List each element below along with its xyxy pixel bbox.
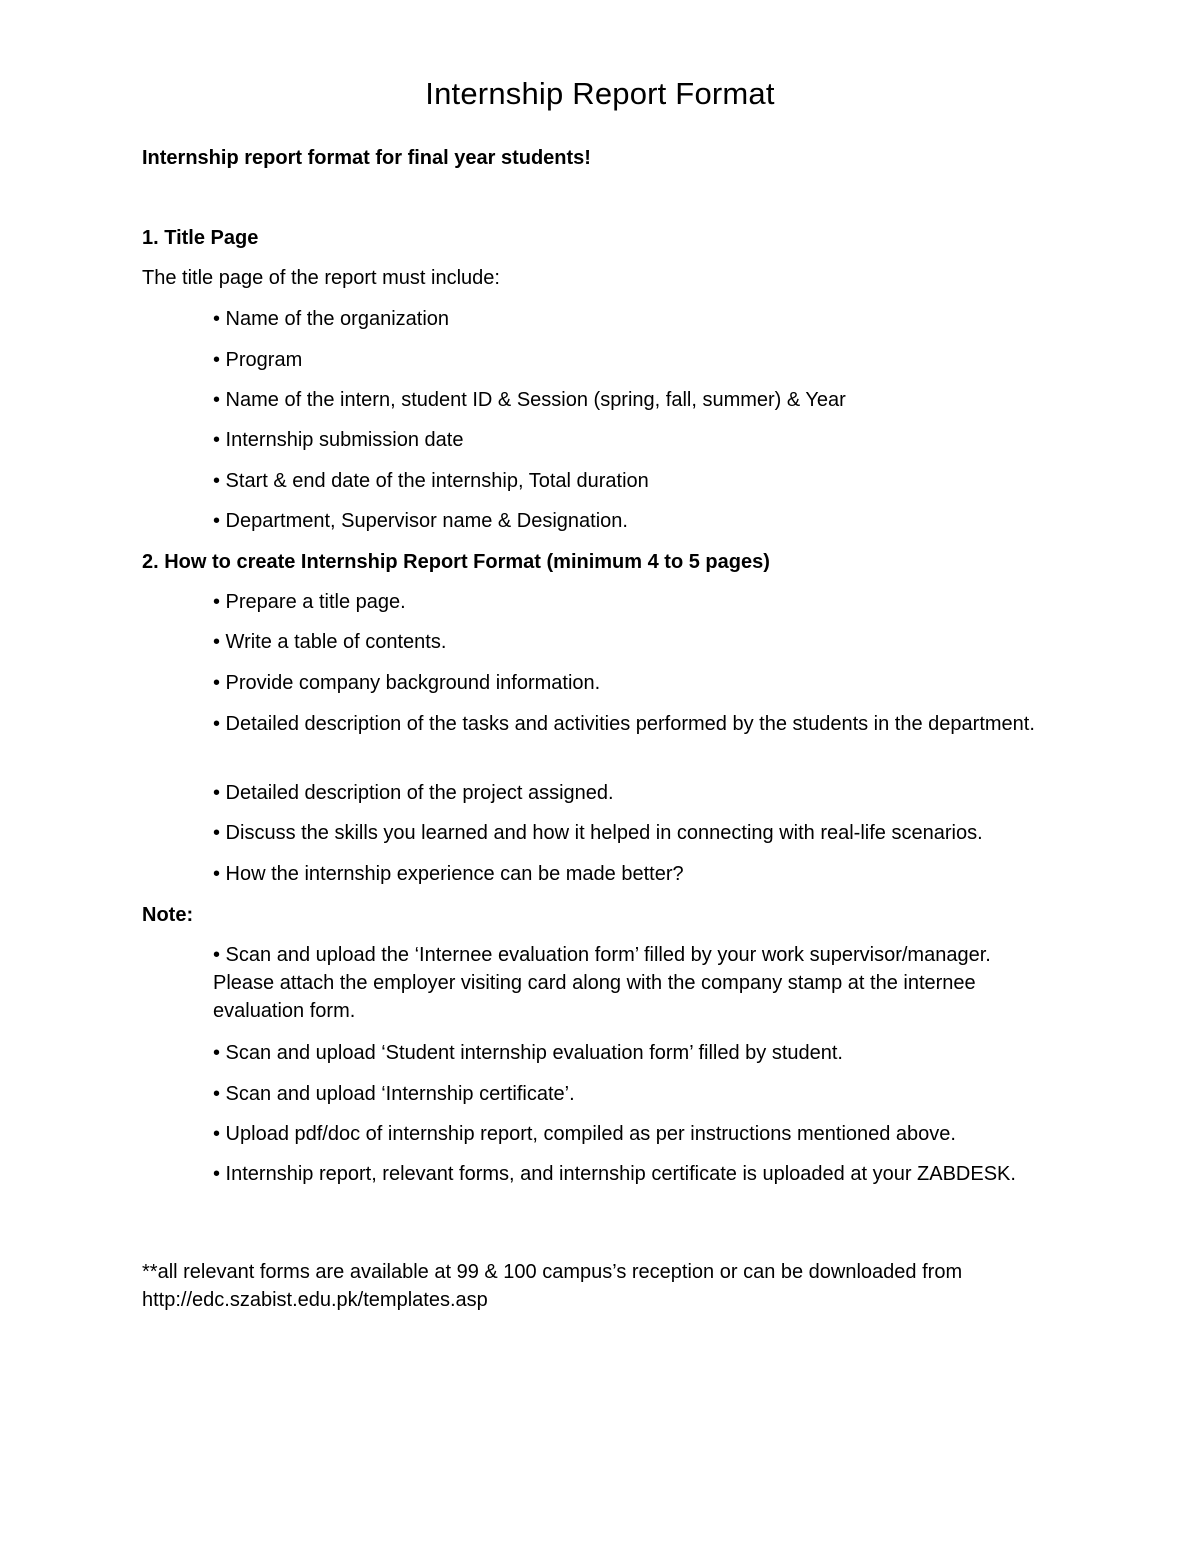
list-item: • Scan and upload ‘Student internship evaluation form’ filled by student. [213, 1042, 843, 1064]
list-item: • Start & end date of the internship, Total duration [213, 470, 649, 492]
list-item: • Internship submission date [213, 429, 464, 451]
section-2-heading: 2. How to create Internship Report Format (minimum 4 to 5 pages) [142, 551, 770, 573]
section-1-intro: The title page of the report must include: [142, 267, 500, 289]
footer-note: **all relevant forms are available at 99 & 100 campus’s reception or can be downloaded from http://edc.szabist.edu.pk/templates.asp [142, 1261, 963, 1311]
list-item: • Write a table of contents. [213, 631, 447, 653]
page-title: Internship Report Format [425, 76, 775, 111]
list-item: • Program [213, 349, 303, 371]
list-item: • Upload pdf/doc of internship report, compiled as per instructions mentioned above. [213, 1123, 956, 1145]
list-item: • Discuss the skills you learned and how it helped in connecting with real-life scenarios. [213, 822, 983, 844]
document-subtitle: Internship report format for final year students! [142, 147, 591, 169]
list-item: • Detailed description of the tasks and activities performed by the students in the department. [213, 713, 1035, 735]
list-item: • How the internship experience can be made better? [213, 863, 684, 885]
list-item: • Name of the organization [213, 308, 450, 330]
list-item: • Prepare a title page. [213, 591, 406, 613]
note-heading: Note: [142, 904, 194, 926]
list-item: • Scan and upload ‘Internship certificate’. [213, 1083, 575, 1105]
list-item: • Detailed description of the project assigned. [213, 782, 614, 804]
list-item: • Internship report, relevant forms, and internship certificate is uploaded at your ZABDESK. [213, 1163, 1016, 1185]
list-item: • Department, Supervisor name & Designation. [213, 510, 628, 532]
list-item: • Provide company background information. [213, 672, 601, 694]
list-item: • Name of the intern, student ID & Session (spring, fall, summer) & Year [213, 389, 846, 411]
section-1-heading: 1. Title Page [142, 227, 259, 249]
list-item: • Scan and upload the ‘Internee evaluation form’ filled by your work supervisor/manager. Please attach the employer visiting card along with the company stamp at the internee evaluation form. [213, 944, 991, 1022]
